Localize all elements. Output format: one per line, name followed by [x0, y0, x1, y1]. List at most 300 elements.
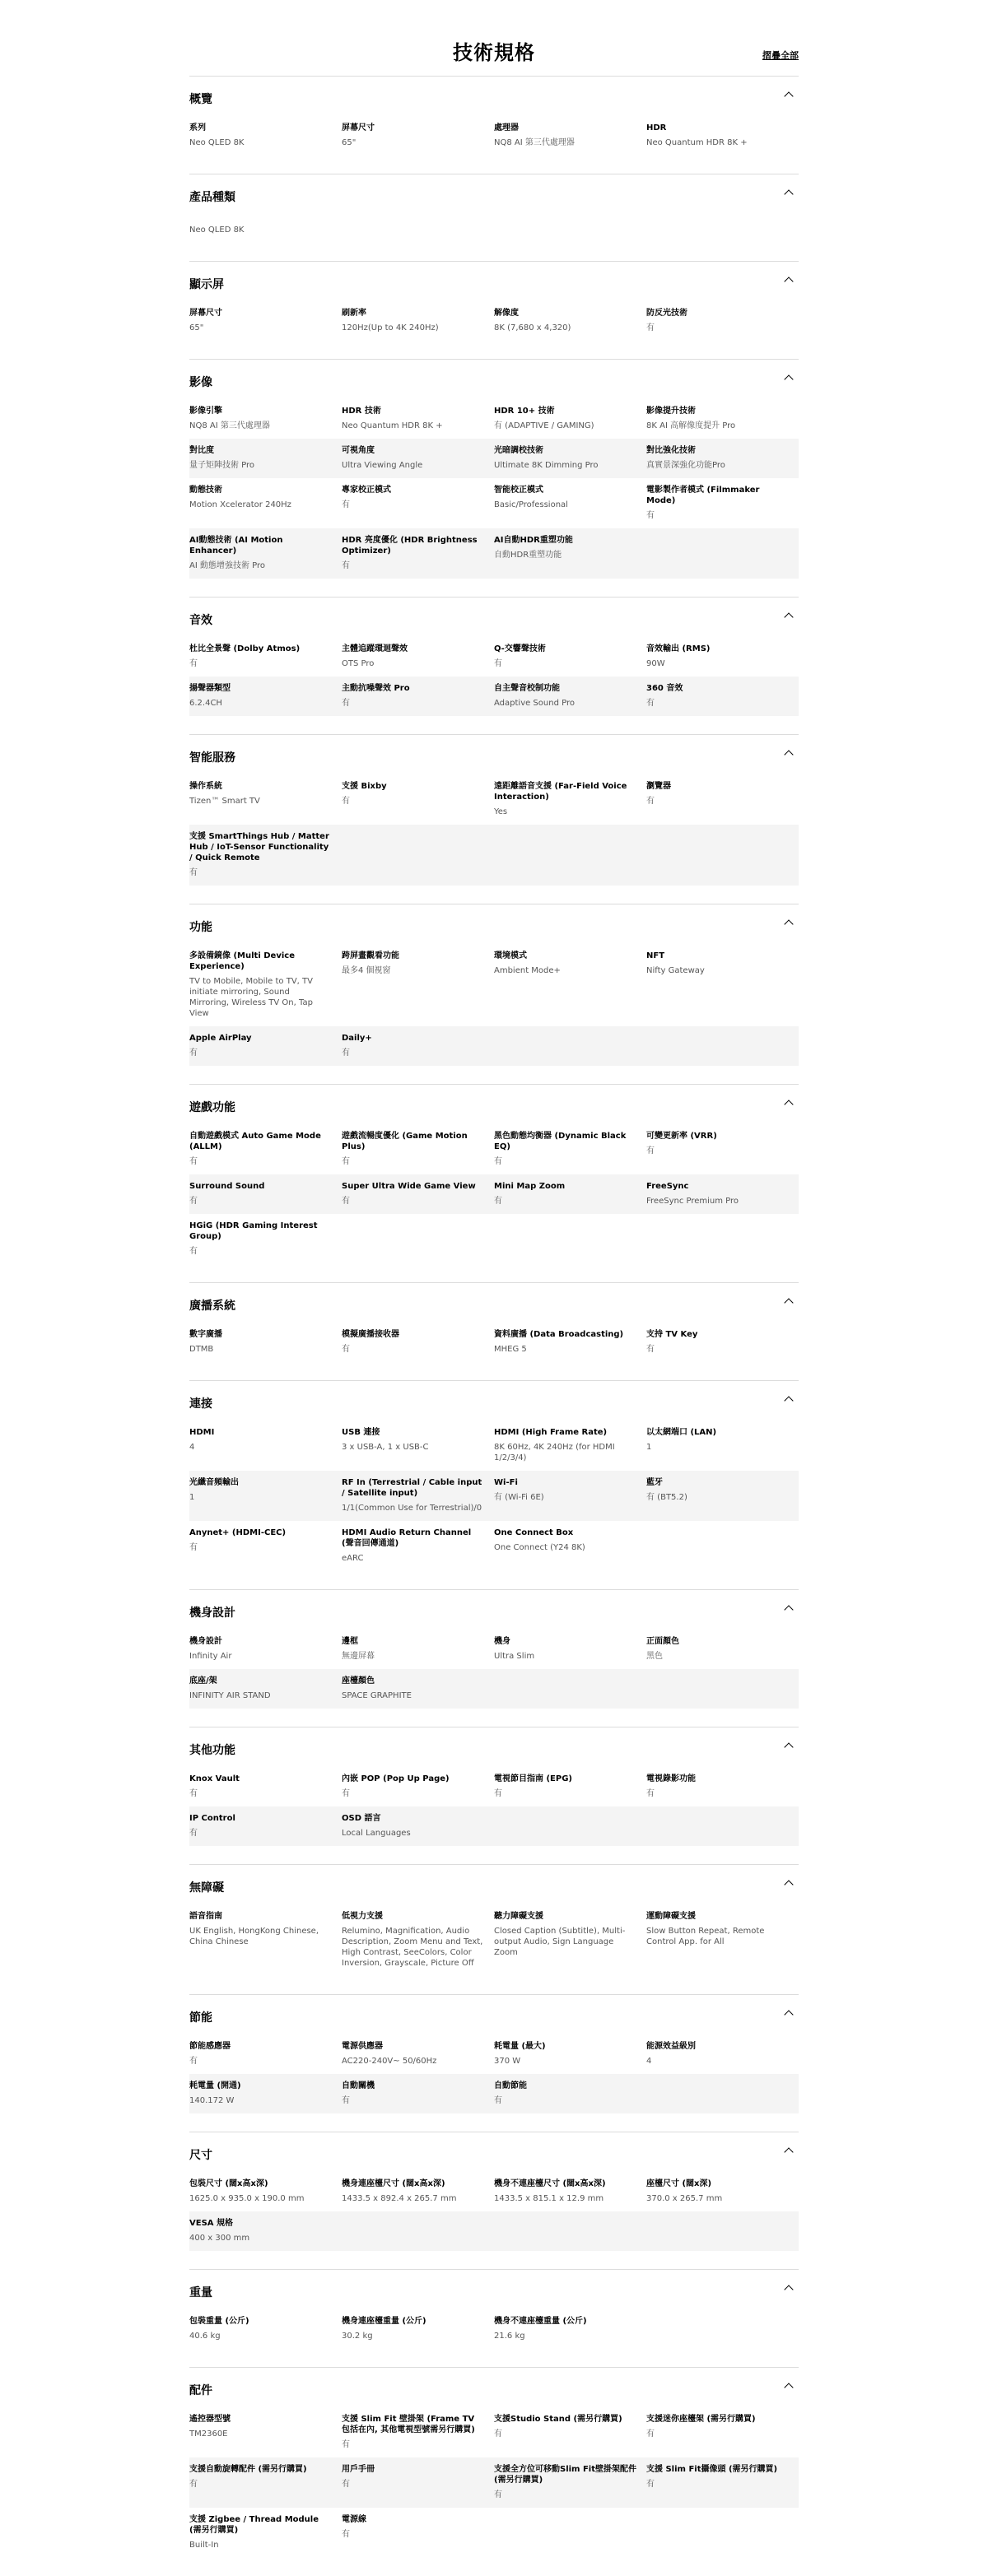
section-title: 配件 — [189, 2384, 212, 2397]
spec-value: 140.172 W — [189, 2096, 235, 2105]
spec-row — [189, 116, 799, 156]
spec-label: 自主聲音校制功能 — [494, 684, 560, 693]
spec-value: Built-In — [189, 2541, 219, 2550]
spec-item — [189, 439, 342, 478]
spec-row — [189, 2074, 799, 2113]
spec-item — [342, 478, 494, 528]
spec-item — [342, 399, 494, 439]
spec-item — [189, 116, 342, 156]
spec-value: One Connect (Y24 8K) — [494, 1543, 585, 1552]
spec-item — [189, 2508, 342, 2558]
section-body — [189, 1630, 799, 1727]
spec-label: 對比度 — [189, 446, 214, 455]
spec-section — [189, 1864, 799, 1994]
spec-value: 有 — [189, 868, 198, 877]
spec-label: 支援迷你座檯架 (需另行購買) — [646, 2415, 756, 2424]
section-header[interactable] — [189, 1283, 799, 1323]
spec-item — [646, 1323, 799, 1362]
spec-label: 運動障礙支援 — [646, 1912, 696, 1921]
chevron-up-icon[interactable] — [784, 2383, 793, 2392]
spec-row — [189, 637, 799, 677]
spec-item — [189, 528, 342, 579]
section-header[interactable] — [189, 2132, 799, 2172]
spec-item — [342, 1124, 494, 1174]
spec-value: 有 — [646, 511, 655, 520]
spec-value: 有 — [494, 659, 502, 668]
spec-row — [189, 1323, 799, 1362]
spec-label: 光纖音頻輸出 — [189, 1478, 239, 1487]
spec-row — [189, 2309, 799, 2349]
spec-label: 光暗調校技術 — [494, 446, 543, 455]
section-header[interactable] — [189, 735, 799, 774]
spec-value: 有 — [646, 1345, 655, 1354]
section-title: 其他功能 — [189, 1744, 235, 1757]
spec-label: 機身設計 — [189, 1637, 222, 1646]
spec-item — [494, 1124, 646, 1174]
chevron-up-icon[interactable] — [784, 1880, 793, 1889]
spec-value: 90W — [646, 659, 665, 668]
spec-label: 屏幕尺寸 — [342, 123, 375, 133]
chevron-up-icon[interactable] — [784, 1100, 793, 1109]
spec-item — [189, 2457, 342, 2508]
spec-label: 動態技術 — [189, 486, 222, 495]
chevron-up-icon[interactable] — [784, 2010, 793, 2019]
spec-label: 對比強化技術 — [646, 446, 696, 455]
spec-item — [189, 1026, 342, 1066]
spec-item — [646, 1630, 799, 1669]
spec-value: 量子矩陣技術 Pro — [189, 461, 255, 470]
chevron-up-icon[interactable] — [784, 919, 793, 928]
spec-item — [189, 1669, 342, 1709]
spec-value: 3 x USB-A, 1 x USB-C — [342, 1443, 429, 1452]
spec-item — [646, 1767, 799, 1806]
spec-label: USB 連接 — [342, 1428, 380, 1437]
spec-row — [189, 1904, 799, 1976]
spec-item — [494, 2172, 646, 2211]
spec-label: 機身不連座檯尺寸 (闊x高x深) — [494, 2179, 606, 2188]
spec-value: 有 — [342, 500, 350, 509]
section-title: 功能 — [189, 921, 212, 934]
section-body — [189, 1421, 799, 1589]
section-title: 智能服務 — [189, 751, 235, 765]
section-header[interactable] — [189, 1865, 799, 1904]
spec-section — [189, 734, 799, 904]
spec-item — [189, 1521, 342, 1571]
spec-item — [189, 2172, 342, 2211]
spec-label: 機身連座檯尺寸 (闊x高x深) — [342, 2179, 445, 2188]
spec-value: 1 — [189, 1493, 195, 1502]
spec-label: 影像提升技術 — [646, 407, 696, 416]
chevron-up-icon[interactable] — [784, 374, 793, 384]
spec-label: 語音指南 — [189, 1912, 222, 1921]
spec-sections — [189, 76, 799, 2576]
spec-value: 最多4 個視窗 — [342, 966, 391, 975]
spec-value: Adaptive Sound Pro — [494, 699, 575, 708]
spec-value: INFINITY AIR STAND — [189, 1691, 271, 1700]
spec-item — [189, 1767, 342, 1806]
section-body — [189, 1124, 799, 1282]
spec-label: Daily+ — [342, 1034, 372, 1043]
spec-item — [646, 637, 799, 677]
spec-value: 370.0 x 265.7 mm — [646, 2194, 723, 2203]
spec-item — [342, 528, 494, 579]
spec-item — [342, 116, 494, 156]
spec-label: 機身 — [494, 1637, 510, 1646]
spec-value: 有 — [342, 561, 350, 570]
spec-value: 21.6 kg — [494, 2332, 525, 2341]
spec-label: 多設備鏡像 (Multi Device Experience) — [189, 951, 295, 971]
spec-item — [494, 1521, 646, 1571]
spec-item — [646, 1904, 799, 1976]
spec-value: 有 — [189, 659, 198, 668]
spec-item — [494, 439, 646, 478]
section-body — [189, 944, 799, 1084]
spec-value: TM2360E — [189, 2430, 228, 2439]
spec-value: 4 — [189, 1443, 195, 1452]
spec-row — [189, 1471, 799, 1521]
spec-value: 有 — [342, 2530, 350, 2539]
spec-item — [494, 528, 646, 579]
spec-label: 節能感應器 — [189, 2042, 231, 2051]
spec-value: 有 — [189, 2057, 198, 2066]
spec-label: OSD 語言 — [342, 1814, 381, 1823]
spec-item — [646, 2407, 799, 2457]
section-header[interactable] — [189, 2368, 799, 2407]
spec-item — [494, 301, 646, 341]
spec-item — [646, 2457, 799, 2508]
spec-item — [646, 301, 799, 341]
spec-value: 有 — [342, 2440, 350, 2449]
section-title: 產品種類 — [189, 191, 235, 204]
spec-row — [189, 214, 799, 243]
spec-label: 電視節目指南 (EPG) — [494, 1774, 572, 1783]
spec-section — [189, 2367, 799, 2576]
spec-row — [189, 1174, 799, 1214]
section-header[interactable] — [189, 1995, 799, 2034]
spec-label: 影像引擎 — [189, 407, 222, 416]
spec-section — [189, 2132, 799, 2269]
spec-row — [189, 2211, 799, 2251]
spec-label: 專家校正模式 — [342, 486, 391, 495]
spec-item — [494, 2034, 646, 2074]
section-title: 連接 — [189, 1397, 212, 1411]
spec-item — [646, 2034, 799, 2074]
section-title: 重量 — [189, 2286, 212, 2299]
section-header[interactable] — [189, 1727, 799, 1767]
section-header[interactable] — [189, 1590, 799, 1630]
spec-item — [494, 1323, 646, 1362]
spec-label: 遠距離語音支援 (Far-Field Voice Interaction) — [494, 782, 627, 802]
spec-item — [189, 2211, 342, 2251]
section-header[interactable] — [189, 598, 799, 637]
spec-label: 防反光技術 — [646, 309, 687, 318]
spec-label: 音效輸出 (RMS) — [646, 644, 711, 653]
spec-value: Closed Caption (Subtitle), Multi-output Audio, Sign Language Zoom — [494, 1927, 626, 1957]
spec-item — [494, 2407, 646, 2457]
spec-value: 8K AI 高解像度提升 Pro — [646, 421, 736, 430]
spec-value: Ambient Mode+ — [494, 966, 561, 975]
spec-label: 包裝尺寸 (闊x高x深) — [189, 2179, 268, 2188]
section-body — [189, 399, 799, 597]
spec-item — [189, 774, 342, 825]
spec-item — [494, 1904, 646, 1976]
spec-item — [494, 2074, 646, 2113]
section-body — [189, 2309, 799, 2367]
spec-value: 有 — [189, 1789, 198, 1798]
spec-row — [189, 2407, 799, 2457]
spec-item — [342, 1904, 494, 1976]
spec-value: 有 — [342, 1049, 350, 1058]
spec-item — [494, 116, 646, 156]
spec-item — [342, 637, 494, 677]
chevron-up-icon[interactable] — [784, 1396, 793, 1405]
spec-row — [189, 1767, 799, 1806]
spec-label: 包裝重量 (公斤) — [189, 2317, 249, 2326]
spec-label: 遊戲流暢度優化 (Game Motion Plus) — [342, 1132, 468, 1151]
spec-value: 有 — [494, 1157, 502, 1166]
chevron-up-icon[interactable] — [784, 1742, 793, 1751]
spec-value: 1/1(Common Use for Terrestrial)/0 — [342, 1504, 482, 1513]
spec-value: TV to Mobile, Mobile to TV, TV initiate mirroring, Sound Mirroring, Wireless TV On, Tap View — [189, 977, 313, 1018]
section-header[interactable] — [189, 77, 799, 116]
section-header[interactable] — [189, 1381, 799, 1421]
section-header[interactable] — [189, 174, 799, 214]
spec-item — [189, 1421, 342, 1471]
spec-item — [189, 2034, 342, 2074]
spec-value: 有 — [646, 797, 655, 806]
spec-label: 支援全方位可移動Slim Fit壁掛架配件 (需另行購買) — [494, 2465, 636, 2485]
spec-label: AI自動HDR重塑功能 — [494, 536, 573, 545]
chevron-up-icon[interactable] — [784, 91, 793, 100]
collapse-all-link[interactable]: 摺疊全部 — [762, 50, 799, 61]
section-header[interactable] — [189, 904, 799, 944]
spec-label: Wi-Fi — [494, 1478, 518, 1487]
spec-value: 有 — [494, 2430, 502, 2439]
section-title: 無障礙 — [189, 1881, 224, 1895]
spec-row — [189, 1124, 799, 1174]
spec-value: 8K (7,680 x 4,320) — [494, 323, 571, 332]
spec-row — [189, 2457, 799, 2508]
spec-value: 有 — [494, 2096, 502, 2105]
spec-section — [189, 1589, 799, 1727]
spec-label: 處理器 — [494, 123, 519, 133]
spec-value: Yes — [494, 807, 508, 816]
spec-value: 4 — [646, 2057, 652, 2066]
spec-label: 用戶手冊 — [342, 2465, 375, 2474]
spec-label: 可視角度 — [342, 446, 375, 455]
spec-label: 解像度 — [494, 309, 519, 318]
spec-section — [189, 76, 799, 174]
spec-item — [646, 1471, 799, 1521]
section-title: 音效 — [189, 614, 212, 627]
chevron-up-icon[interactable] — [784, 1298, 793, 1307]
spec-label: HDR 亮度優化 (HDR Brightness Optimizer) — [342, 536, 478, 556]
spec-row — [189, 399, 799, 439]
spec-value: eARC — [342, 1554, 364, 1563]
spec-label: 環境模式 — [494, 951, 527, 960]
spec-value: Neo QLED 8K — [189, 226, 245, 235]
spec-value: Neo Quantum HDR 8K + — [646, 138, 748, 147]
spec-label: RF In (Terrestrial / Cable input / Satellite input) — [342, 1478, 482, 1498]
chevron-up-icon[interactable] — [784, 2285, 793, 2294]
chevron-up-icon[interactable] — [784, 1605, 793, 1614]
spec-label: 低視力支援 — [342, 1912, 383, 1921]
spec-item — [342, 2407, 494, 2457]
spec-label: Anynet+ (HDMI-CEC) — [189, 1528, 287, 1537]
spec-label: 可變更新率 (VRR) — [646, 1132, 717, 1141]
spec-item — [342, 1669, 494, 1709]
spec-item — [494, 1471, 646, 1521]
spec-section — [189, 261, 799, 359]
spec-value: 有 — [646, 2430, 655, 2439]
spec-section — [189, 1084, 799, 1282]
section-title: 顯示屏 — [189, 278, 224, 291]
spec-value: NQ8 AI 第三代處理器 — [189, 421, 270, 430]
spec-value: 有 (Wi-Fi 6E) — [494, 1493, 544, 1502]
spec-section — [189, 1282, 799, 1380]
spec-label: FreeSync — [646, 1182, 689, 1191]
section-body — [189, 1767, 799, 1864]
spec-value: 有 — [646, 1146, 655, 1155]
spec-label: Knox Vault — [189, 1774, 240, 1783]
spec-value: OTS Pro — [342, 659, 375, 668]
section-header[interactable] — [189, 262, 799, 301]
spec-label: 聽力障礙支援 — [494, 1912, 543, 1921]
spec-section — [189, 359, 799, 597]
spec-value: 有 — [342, 1789, 350, 1798]
spec-value: AI 動態增強技術 Pro — [189, 561, 266, 570]
section-header[interactable] — [189, 1085, 799, 1124]
section-title: 節能 — [189, 2011, 212, 2025]
spec-value: 有 — [342, 797, 350, 806]
spec-item — [342, 1026, 494, 1066]
spec-label: 揚聲器類型 — [189, 684, 231, 693]
spec-item — [494, 2457, 646, 2508]
spec-value: 無邊屏幕 — [342, 1652, 375, 1661]
spec-value: 有 — [189, 1543, 198, 1552]
chevron-up-icon[interactable] — [784, 277, 793, 286]
chevron-up-icon[interactable] — [784, 612, 793, 621]
spec-label: 邊框 — [342, 1637, 358, 1646]
spec-item — [646, 1174, 799, 1214]
section-body — [189, 2407, 799, 2576]
spec-value: Local Languages — [342, 1829, 411, 1838]
spec-label: IP Control — [189, 1814, 235, 1823]
spec-value: Motion Xcelerator 240Hz — [189, 500, 291, 509]
spec-item — [189, 1806, 342, 1846]
spec-label: 電源線 — [342, 2515, 366, 2524]
spec-value: DTMB — [189, 1345, 214, 1354]
spec-section — [189, 1380, 799, 1589]
spec-value: 有 — [342, 1197, 350, 1206]
spec-value: 8K 60Hz, 4K 240Hz (for HDMI 1/2/3/4) — [494, 1443, 615, 1462]
spec-value: 有 — [189, 1197, 198, 1206]
spec-label: NFT — [646, 951, 665, 960]
spec-value: 有 — [646, 2480, 655, 2489]
section-header[interactable] — [189, 2270, 799, 2309]
spec-row — [189, 1669, 799, 1709]
spec-label: 數字廣播 — [189, 1330, 222, 1339]
spec-value: 有 — [342, 2480, 350, 2489]
spec-value: FreeSync Premium Pro — [646, 1197, 739, 1206]
spec-item — [189, 1471, 342, 1521]
spec-value: 有 — [189, 1157, 198, 1166]
spec-item — [342, 2172, 494, 2211]
spec-label: 支援 Bixby — [342, 782, 387, 791]
page-header — [0, 0, 988, 76]
spec-value: UK English, HongKong Chinese, China Chinese — [189, 1927, 319, 1946]
spec-item — [646, 439, 799, 478]
spec-value: 65" — [342, 138, 357, 147]
section-header[interactable] — [189, 360, 799, 399]
spec-value: Basic/Professional — [494, 500, 568, 509]
chevron-up-icon[interactable] — [784, 750, 793, 759]
spec-item — [189, 1323, 342, 1362]
spec-label: HDMI — [189, 1428, 215, 1437]
spec-label: 電視錄影功能 — [646, 1774, 696, 1783]
spec-value: 黑色 — [646, 1652, 663, 1661]
section-title: 遊戲功能 — [189, 1101, 235, 1114]
spec-item — [494, 1767, 646, 1806]
section-body — [189, 1323, 799, 1380]
spec-label: 智能校正模式 — [494, 486, 543, 495]
spec-item — [646, 116, 799, 156]
spec-value: Ultra Slim — [494, 1652, 535, 1661]
spec-item — [646, 2172, 799, 2211]
spec-label: 支援Studio Stand (需另行購買) — [494, 2415, 622, 2424]
spec-item — [494, 399, 646, 439]
spec-row — [189, 825, 799, 886]
spec-item — [189, 677, 342, 716]
spec-label: HDR 技術 — [342, 407, 381, 416]
spec-value: 有 — [189, 1247, 198, 1256]
spec-value: 1433.5 x 892.4 x 265.7 mm — [342, 2194, 457, 2203]
spec-value: 有 — [494, 1197, 502, 1206]
spec-section — [189, 174, 799, 261]
spec-value: 有 — [342, 1345, 350, 1354]
spec-label: AI動態技術 (AI Motion Enhancer) — [189, 536, 283, 556]
spec-item — [494, 637, 646, 677]
spec-item — [342, 774, 494, 825]
chevron-up-icon[interactable] — [784, 2147, 793, 2156]
spec-label: 操作系統 — [189, 782, 222, 791]
spec-label: 杜比全景聲 (Dolby Atmos) — [189, 644, 301, 653]
spec-value: 有 — [494, 1789, 502, 1798]
spec-label: 藍牙 — [646, 1478, 663, 1487]
spec-label: 黑色動態均衡器 (Dynamic Black EQ) — [494, 1132, 627, 1151]
spec-value: 有 — [342, 699, 350, 708]
spec-label: HDMI (High Frame Rate) — [494, 1428, 608, 1437]
spec-label: HDR 10+ 技術 — [494, 407, 555, 416]
spec-item — [494, 478, 646, 528]
spec-value: 40.6 kg — [189, 2332, 221, 2341]
spec-item — [189, 2407, 342, 2457]
spec-label: 系列 — [189, 123, 206, 133]
spec-row — [189, 1214, 799, 1264]
spec-label: 跨屏畫觀看功能 — [342, 951, 399, 960]
chevron-up-icon[interactable] — [784, 189, 793, 198]
spec-item — [494, 1174, 646, 1214]
spec-item — [646, 944, 799, 1026]
spec-item — [494, 1630, 646, 1669]
section-body — [189, 116, 799, 174]
spec-item — [189, 2309, 342, 2349]
spec-value: 有 — [646, 699, 655, 708]
spec-label: Mini Map Zoom — [494, 1182, 566, 1191]
spec-section — [189, 597, 799, 734]
spec-item — [189, 1630, 342, 1669]
spec-item — [189, 399, 342, 439]
